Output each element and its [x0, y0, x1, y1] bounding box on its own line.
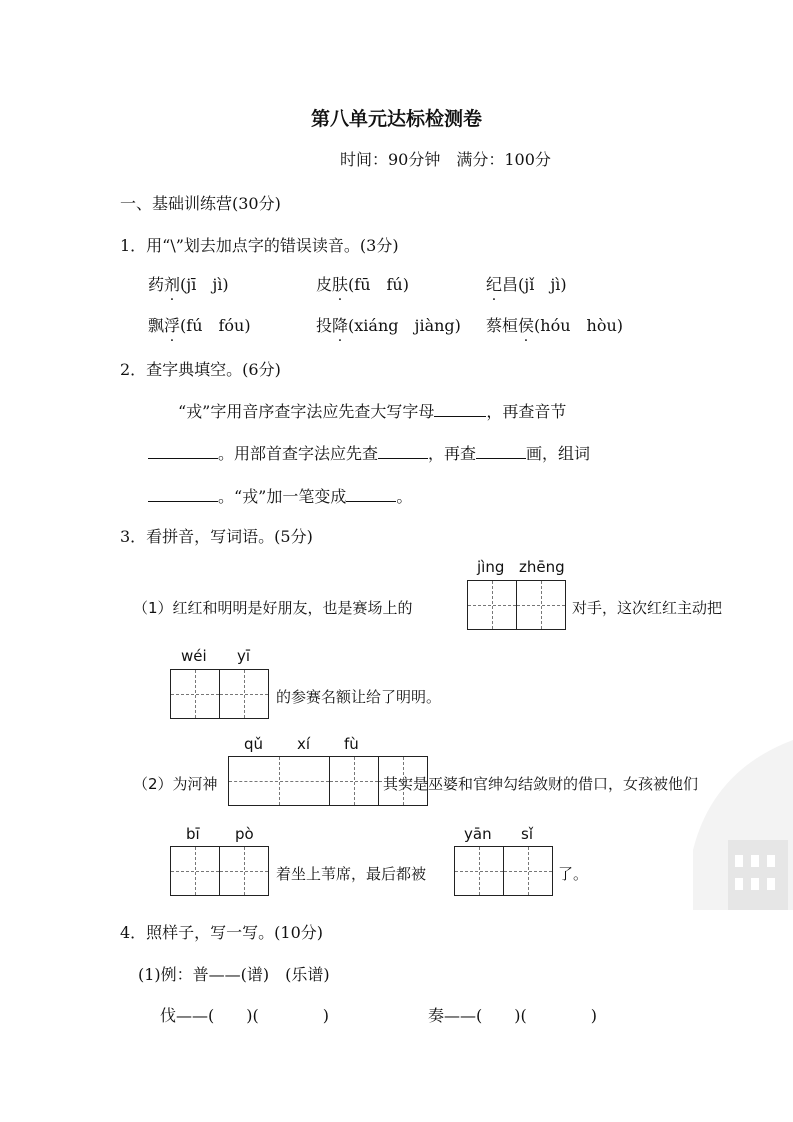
q2-stem: 2．查字典填空。(6分) [120, 360, 281, 379]
pinyin-label: xí [297, 735, 311, 753]
pinyin-label: jìng [477, 558, 505, 576]
answer-blank[interactable] [148, 487, 218, 502]
q1-stem: 1．用“\”划去加点字的错误读音。(3分) [120, 236, 399, 255]
answer-blank[interactable] [346, 487, 396, 502]
q3-sentence: 着坐上苇席，最后都被 [276, 865, 427, 883]
q3-sentence: 的参赛名额让给了明明。 [276, 688, 442, 706]
q2-line1: “戎”字用音序查字法应先查大写字母 ，再查音节 [178, 402, 567, 421]
pinyin-label: bī [186, 825, 200, 843]
q3-sentence: 了。 [558, 865, 589, 883]
writing-grid-jingzheng[interactable] [467, 580, 566, 630]
writing-grid-weiyi[interactable] [170, 669, 269, 719]
pinyin-label: pò [235, 825, 254, 843]
section-heading: 一、基础训练营(30分) [120, 194, 281, 213]
q2-line2: 。用部首查字法应先查 ，再查 画，组词 [148, 441, 590, 464]
q1-item: 飘浮(fú fóu) [148, 316, 251, 335]
watermark-building-icon [673, 730, 793, 910]
pinyin-label: fù [344, 735, 359, 753]
q4-answer-row[interactable]: 伐——( )( ) [160, 1006, 329, 1025]
q4-stem: 4．照样子，写一写。(10分) [120, 923, 324, 942]
writing-grid-bipo[interactable] [170, 846, 269, 896]
pinyin-label: yī [237, 647, 251, 665]
q3-sentence: 其实是巫婆和官绅勾结敛财的借口，女孩被他们 [383, 775, 699, 793]
pinyin-label: sǐ [521, 825, 533, 843]
q1-item: 投降(xiáng jiàng) [316, 316, 461, 335]
answer-blank[interactable] [378, 444, 428, 459]
exam-meta: 时间：90分钟 满分：100分 [340, 150, 551, 169]
q3-sentence: （1）红红和明明是好朋友，也是赛场上的 [133, 599, 413, 617]
q3-stem: 3．看拼音，写词语。(5分) [120, 527, 313, 546]
answer-blank[interactable] [148, 444, 218, 459]
answer-blank[interactable] [434, 402, 486, 417]
pinyin-label: qǔ [244, 735, 264, 753]
q3-sentence: 对手，这次红红主动把 [572, 599, 723, 617]
q3-sentence: （2）为河神 [133, 775, 218, 793]
answer-blank[interactable] [476, 444, 526, 459]
q4-example: (1)例：普——(谱) (乐谱) [138, 965, 330, 984]
q1-item: 蔡桓侯(hóu hòu) [486, 316, 624, 335]
q1-item: 药剂(jī jì) [148, 275, 229, 294]
q2-line3: 。“戎”加一笔变成 。 [148, 484, 412, 507]
q1-item: 皮肤(fū fú) [316, 275, 409, 294]
pinyin-label: wéi [181, 647, 207, 665]
writing-grid-yansi[interactable] [454, 846, 553, 896]
page-title: 第八单元达标检测卷 [310, 108, 482, 130]
pinyin-label: yān [464, 825, 492, 843]
q4-answer-row[interactable]: 奏——( )( ) [428, 1006, 597, 1025]
q1-item: 纪昌(jǐ jì) [486, 275, 567, 294]
pinyin-label: zhēng [519, 558, 565, 576]
